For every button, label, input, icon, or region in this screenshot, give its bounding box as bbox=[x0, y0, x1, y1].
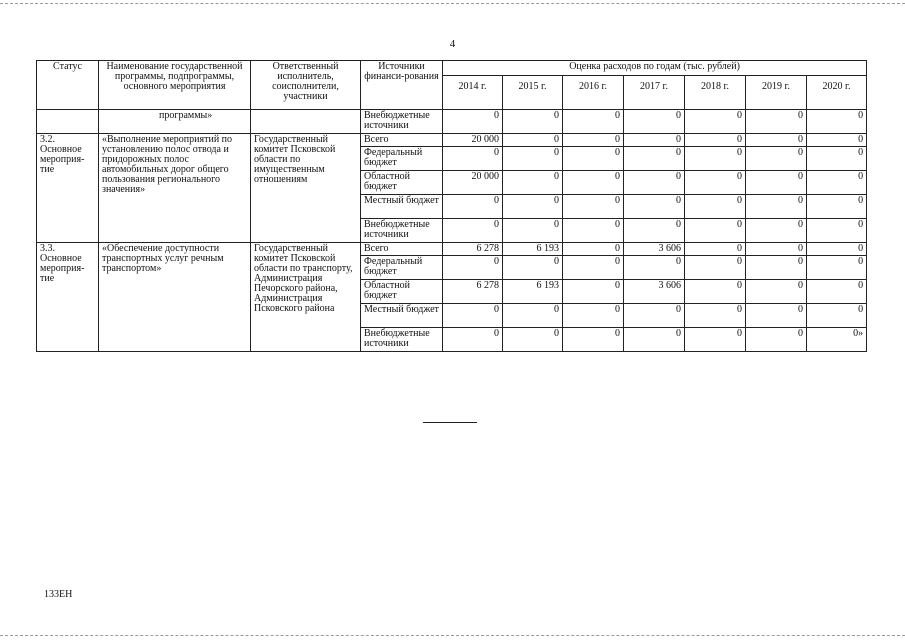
source-cell: Всего bbox=[361, 243, 443, 256]
value-cell: 0 bbox=[685, 147, 746, 171]
value-cell: 0 bbox=[503, 328, 563, 352]
value-cell: 0 bbox=[503, 304, 563, 328]
value-cell: 0 bbox=[746, 280, 807, 304]
header-name: Наименование государственной программы, подпрограммы, основного мероприятия bbox=[99, 61, 251, 110]
header-year-2020: 2020 г. bbox=[807, 76, 867, 110]
value-cell: 6 278 bbox=[443, 280, 503, 304]
value-cell: 0 bbox=[503, 147, 563, 171]
value-cell: 0 bbox=[685, 171, 746, 195]
header-estimate: Оценка расходов по годам (тыс. рублей) bbox=[443, 61, 867, 76]
header-year-2015: 2015 г. bbox=[503, 76, 563, 110]
value-cell: 0 bbox=[624, 171, 685, 195]
header-status: Статус bbox=[37, 61, 99, 110]
responsible-cell bbox=[251, 110, 361, 134]
table-header bbox=[37, 61, 867, 110]
value-cell: 0 bbox=[807, 256, 867, 280]
value-cell: 0 bbox=[563, 328, 624, 352]
value-cell: 0 bbox=[503, 256, 563, 280]
value-cell: 6 193 bbox=[503, 280, 563, 304]
source-cell: Местный бюджет bbox=[361, 195, 443, 219]
header-responsible: Ответственный исполнитель, соисполнители, участники bbox=[251, 61, 361, 110]
status-cell bbox=[37, 110, 99, 134]
value-cell: 0 bbox=[685, 304, 746, 328]
value-cell: 0 bbox=[624, 134, 685, 147]
value-cell: 0 bbox=[746, 256, 807, 280]
value-cell: 0 bbox=[443, 147, 503, 171]
value-cell: 0 bbox=[807, 171, 867, 195]
value-cell: 0 bbox=[685, 328, 746, 352]
source-cell: Всего bbox=[361, 134, 443, 147]
value-cell: 0 bbox=[807, 304, 867, 328]
value-cell: 20 000 bbox=[443, 171, 503, 195]
value-cell: 0 bbox=[685, 195, 746, 219]
value-cell: 0 bbox=[443, 328, 503, 352]
value-cell: 0 bbox=[443, 256, 503, 280]
value-cell: 0 bbox=[563, 280, 624, 304]
source-cell: Областной бюджет bbox=[361, 280, 443, 304]
value-cell: 0 bbox=[624, 328, 685, 352]
value-cell: 6 278 bbox=[443, 243, 503, 256]
value-cell: 0 bbox=[746, 195, 807, 219]
value-cell: 0 bbox=[624, 304, 685, 328]
page-number: 4 bbox=[449, 38, 456, 50]
end-divider-line bbox=[423, 422, 477, 423]
value-cell: 0 bbox=[563, 256, 624, 280]
value-cell: 0 bbox=[807, 110, 867, 134]
source-cell: Местный бюджет bbox=[361, 304, 443, 328]
source-cell: Внебюджетные источники bbox=[361, 328, 443, 352]
status-cell: 3.2. Основное мероприя-тие bbox=[37, 134, 99, 243]
source-cell: Федеральный бюджет bbox=[361, 147, 443, 171]
value-cell: 0 bbox=[563, 304, 624, 328]
value-cell: 3 606 bbox=[624, 280, 685, 304]
value-cell: 0 bbox=[685, 280, 746, 304]
value-cell: 0 bbox=[685, 256, 746, 280]
name-cell: «Обеспечение доступности транспортных услуг речным транспортом» bbox=[99, 243, 251, 352]
name-cell: программы» bbox=[99, 110, 251, 134]
value-cell: 0 bbox=[746, 304, 807, 328]
status-cell: 3.3. Основное мероприя-тие bbox=[37, 243, 99, 352]
value-cell: 0 bbox=[685, 219, 746, 243]
value-cell: 0 bbox=[807, 147, 867, 171]
value-cell: 3 606 bbox=[624, 243, 685, 256]
value-cell: 0 bbox=[563, 195, 624, 219]
value-cell: 0 bbox=[503, 195, 563, 219]
value-cell: 0 bbox=[503, 134, 563, 147]
responsible-cell: Государственный комитет Псковской области по транспорту, Администрация Печорского района, Администрация Псковского района bbox=[251, 243, 361, 352]
header-year-2019: 2019 г. bbox=[746, 76, 807, 110]
header-year-2017: 2017 г. bbox=[624, 76, 685, 110]
value-cell: 0 bbox=[685, 134, 746, 147]
source-cell: Федеральный бюджет bbox=[361, 256, 443, 280]
header-sources: Источники финанси-рования bbox=[361, 61, 443, 110]
value-cell: 0 bbox=[807, 243, 867, 256]
value-cell: 0 bbox=[746, 171, 807, 195]
responsible-cell: Государственный комитет Псковской области по имущественным отношениям bbox=[251, 134, 361, 243]
table-row bbox=[37, 110, 867, 134]
value-cell: 0 bbox=[746, 328, 807, 352]
value-cell: 0 bbox=[563, 147, 624, 171]
table-row bbox=[37, 243, 867, 256]
value-cell: 0 bbox=[503, 110, 563, 134]
value-cell: 0 bbox=[624, 110, 685, 134]
header-year-2014: 2014 г. bbox=[443, 76, 503, 110]
value-cell: 0 bbox=[624, 219, 685, 243]
value-cell: 0 bbox=[443, 304, 503, 328]
value-cell: 0 bbox=[807, 134, 867, 147]
value-cell: 0 bbox=[807, 195, 867, 219]
budget-table bbox=[36, 60, 867, 352]
scan-edge-bottom bbox=[0, 635, 905, 636]
source-cell: Областной бюджет bbox=[361, 171, 443, 195]
value-cell: 0 bbox=[443, 219, 503, 243]
scan-edge-top bbox=[0, 3, 905, 4]
value-cell: 20 000 bbox=[443, 134, 503, 147]
value-cell: 0 bbox=[563, 110, 624, 134]
value-cell: 0 bbox=[624, 147, 685, 171]
value-cell: 0 bbox=[685, 110, 746, 134]
value-cell: 0» bbox=[807, 328, 867, 352]
value-cell: 0 bbox=[503, 171, 563, 195]
source-cell: Внебюджетные источники bbox=[361, 219, 443, 243]
value-cell: 0 bbox=[563, 243, 624, 256]
header-year-2016: 2016 г. bbox=[563, 76, 624, 110]
table-row bbox=[37, 134, 867, 147]
value-cell: 0 bbox=[685, 243, 746, 256]
value-cell: 0 bbox=[443, 110, 503, 134]
value-cell: 0 bbox=[746, 110, 807, 134]
value-cell: 0 bbox=[624, 195, 685, 219]
header-year-2018: 2018 г. bbox=[685, 76, 746, 110]
value-cell: 0 bbox=[746, 134, 807, 147]
value-cell: 0 bbox=[746, 243, 807, 256]
value-cell: 6 193 bbox=[503, 243, 563, 256]
value-cell: 0 bbox=[746, 147, 807, 171]
value-cell: 0 bbox=[624, 256, 685, 280]
value-cell: 0 bbox=[503, 219, 563, 243]
document-code: 133ЕН bbox=[44, 589, 73, 600]
value-cell: 0 bbox=[746, 219, 807, 243]
value-cell: 0 bbox=[807, 219, 867, 243]
source-cell: Внебюджетные источники bbox=[361, 110, 443, 134]
value-cell: 0 bbox=[563, 171, 624, 195]
value-cell: 0 bbox=[443, 195, 503, 219]
name-cell: «Выполнение мероприятий по установлению полос отвода и придорожных полос автомобильных дорог общего пользования регионального значения» bbox=[99, 134, 251, 243]
value-cell: 0 bbox=[563, 219, 624, 243]
value-cell: 0 bbox=[807, 280, 867, 304]
value-cell: 0 bbox=[563, 134, 624, 147]
